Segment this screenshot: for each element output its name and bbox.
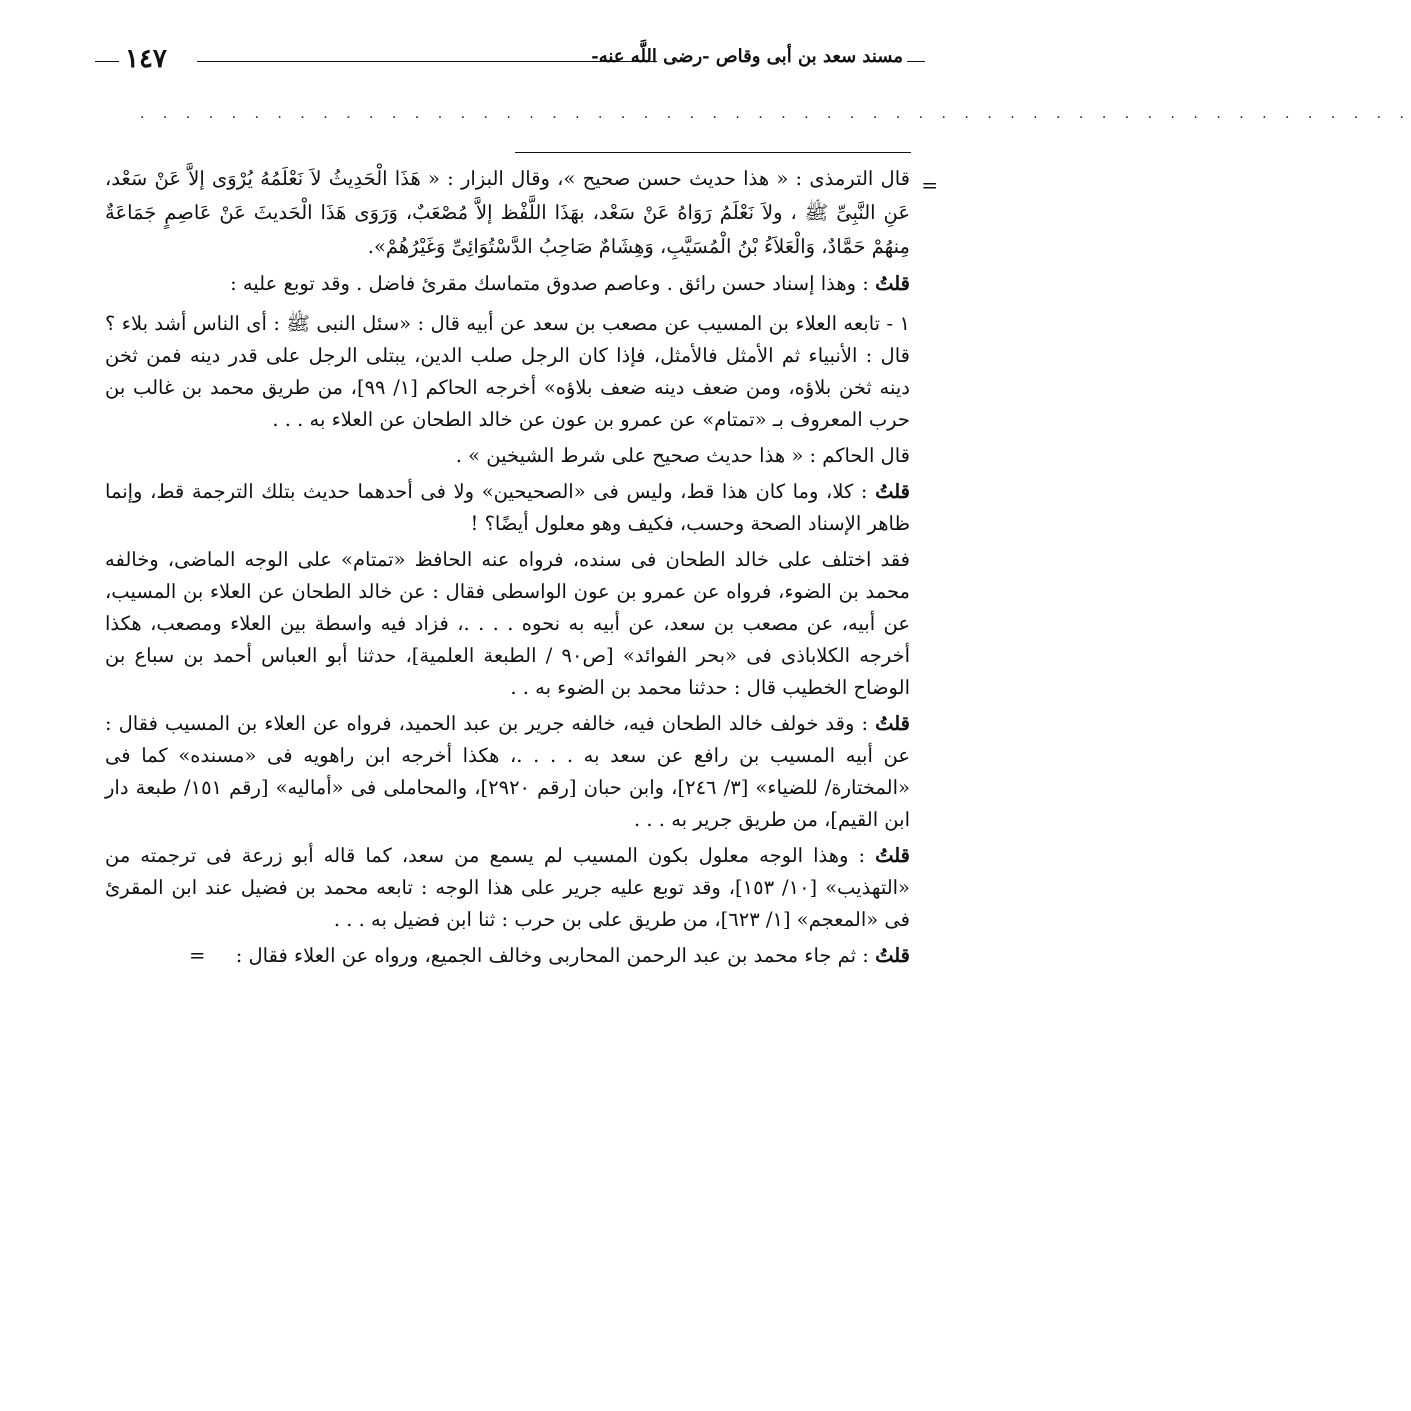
footnote-p4-text: قال الحاكم : « هذا حديث صحيح على شرط الشيخين » .: [455, 444, 910, 467]
header-rule: [197, 61, 657, 62]
footnote-rule: [515, 152, 911, 153]
footnote-p5-text: : كلا، وما كان هذا قط، وليس فى «الصحيحين» ولا فى أحدهما حديث بتلك الترجمة قط، وإنما ظاهر الإسناد الصحة وحسب، فكيف وهو معلول أيضًا؟ !: [105, 480, 910, 535]
running-title: مسند سعد بن أبى وقاص -رضى اللَّه عنه-: [591, 46, 903, 67]
footnote-paragraph-6: [105, 544, 910, 704]
footnote-paragraph-2: [105, 268, 910, 300]
footnote-body: [105, 162, 938, 976]
qultu-label: قلتُ: [875, 272, 910, 295]
header-rule-left-dash: [95, 61, 119, 62]
footnote-paragraph-1: [105, 162, 938, 264]
qultu-label: قلتُ: [875, 844, 911, 867]
continuation-mark: =: [921, 173, 938, 197]
footnote-p2-text: : وهذا إسناد حسن رائق . وعاصم صدوق متماسك مقرئ فاضل . وقد توبع عليه :: [230, 272, 869, 295]
qultu-label: قلتُ: [875, 480, 911, 503]
qultu-label: قلتُ: [875, 944, 910, 967]
footnote-p6-text: فقد اختلف على خالد الطحان فى سنده، فرواه عنه الحافظ «تمتام» على الوجه الماضى، وخالفه محمد بن الضوء، فرواه عن عمرو بن عون الواسطى فقال : عن خالد الطحان عن العلاء بن المسيب، عن أبيه، عن مصعب بن سعد، عن أبيه به نحوه . . . .، فزاد فيه واسطة بين العلاء ومصعب، هكذا أخرجه الكلاباذى فى «بحر الفوائد» [ص٩٠ / الطبعة العلمية]، حدثنا أبو العباس أحمد بن سباع بن الوضاح الخطيب قال : حدثنا محمد بن الضوء به . .: [105, 548, 910, 699]
footnote-paragraph-7: [105, 708, 910, 836]
footnote-paragraph-9: [105, 940, 910, 972]
continuation-end-mark: =: [189, 944, 206, 967]
section-separator-dots: . . . . . . . . . . . . . . . . . . . . . . . . . . . . . . . . . . . . . . . . . . . . . . . . . . . . . . . .: [140, 106, 1411, 122]
footnote-p1-text: قال الترمذى : « هذا حديث حسن صحيح »، وقال البزار : « هَذَا الْحَدِيثُ لاَ نَعْلَمُهُ يُرْوَى إلاَّ عَنْ سَعْد، عَنِ النَّبِىِّ ﷺ ، ولاَ نَعْلَمُ رَوَاهُ عَنْ سَعْد، بهَذَا اللَّفْظ إلاَّ مُصْعَبٌ، وَرَوَى هَذَا الْحَديثَ عَنْ عَاصِمٍ جَمَاعَةٌ مِنهُمْ حَمَّادٌ، وَالْعَلاَءُ بْنُ الْمُسَيَّبِ، وَهِشَامٌ صَاحِبُ الدَّسْتُوَائِىِّ وَغَيْرُهُمْ».: [105, 167, 910, 258]
footnote-paragraph-4: [105, 440, 910, 472]
footnote-p8-text: : وهذا الوجه معلول بكون المسيب لم يسمع من سعد، كما قاله أبو زرعة فى ترجمته من «التهذيب» [١٠/ ١٥٣]، وقد توبع عليه جرير على هذا الوجه : تابعه محمد بن فضيل عند ابن المقرئ فى «المعجم» [١/ ٦٢٣]، من طريق على بن حرب : ثنا ابن فضيل به . . .: [105, 844, 910, 931]
footnote-p7-text: : وقد خولف خالد الطحان فيه، خالفه جرير بن عبد الحميد، فرواه عن العلاء بن المسيب فقال : عن أبيه المسيب بن رافع عن سعد به . . . .، هكذا أخرجه ابن راهويه فى «مسنده» كما فى «المختارة/ للضياء» [٣/ ٢٤٦]، وابن حبان [رقم ٢٩٢٠]، والمحاملى فى «أماليه» [رقم ١٥١/ طبعة دار ابن القيم]، من طريق جرير به . . .: [105, 712, 910, 831]
page-header: [95, 44, 925, 80]
qultu-label: قلتُ: [875, 712, 910, 735]
page-number: ١٤٧: [125, 44, 167, 74]
footnote-paragraph-5: [105, 476, 910, 540]
footnote-paragraph-8: [105, 840, 910, 936]
footnote-p3-text: ١ - تابعه العلاء بن المسيب عن مصعب بن سعد عن أبيه قال : «سئل النبى ﷺ : أى الناس أشد بلاء ؟ قال : الأنبياء ثم الأمثل فالأمثل، فإذا كان الرجل صلب الدين، يبتلى الرجل على قدر دينه فمن ثخن دينه ثخن بلاؤه، ومن ضعف دينه ضعف بلاؤه» أخرجه الحاكم [١/ ٩٩]، من طريق محمد بن غالب بن حرب المعروف بـ «تمتام» عن عمرو بن عون عن خالد الطحان عن العلاء به . . .: [105, 312, 910, 431]
header-rule-right-dash: [907, 61, 925, 62]
footnote-p9-text: : ثم جاء محمد بن عبد الرحمن المحاربى وخالف الجميع، ورواه عن العلاء فقال :: [235, 944, 869, 967]
footnote-paragraph-3: [105, 308, 910, 436]
